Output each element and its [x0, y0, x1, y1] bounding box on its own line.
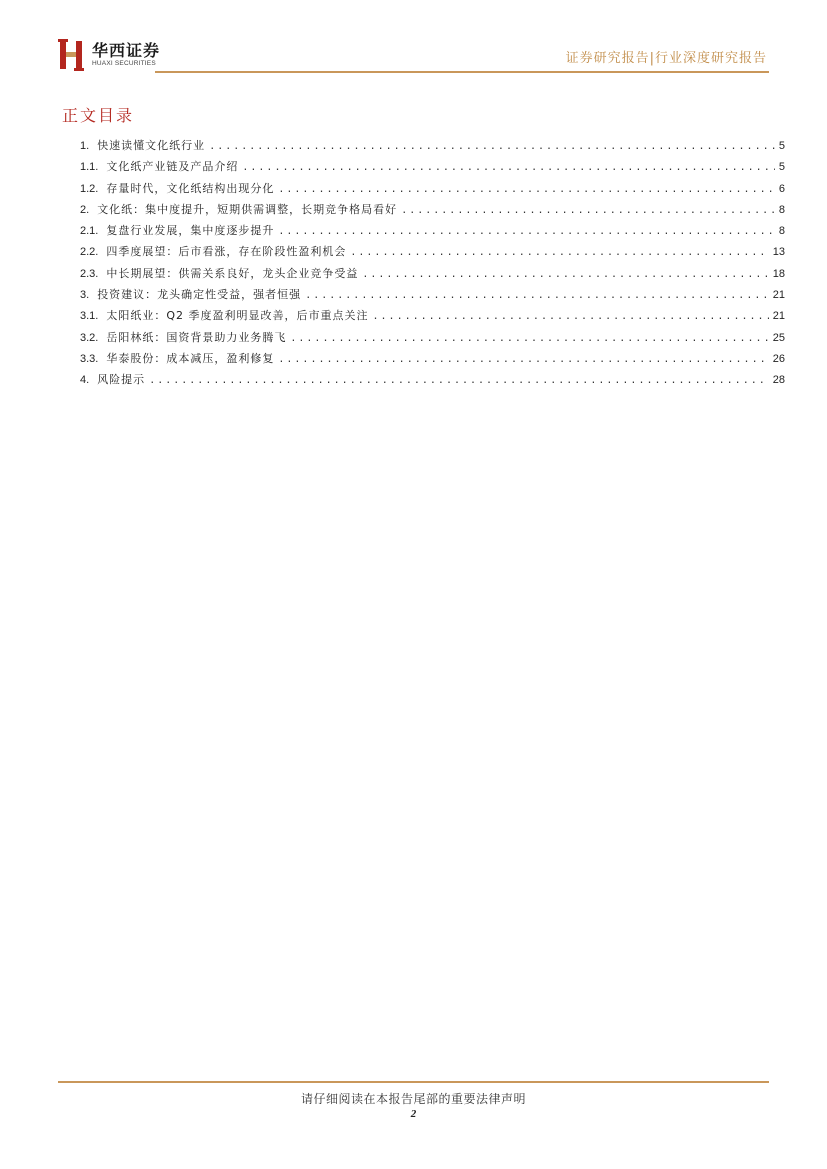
footer-divider: [58, 1081, 769, 1083]
logo-chinese-name: 华西证券: [92, 41, 161, 60]
toc-entry-number: 4.: [80, 374, 90, 387]
toc-entry-number: 2.3.: [80, 267, 99, 280]
toc-entry-number: 2.: [80, 203, 90, 216]
toc-entry-page: 13: [772, 246, 785, 259]
toc-entry[interactable]: [80, 156, 785, 177]
toc-entry-number: 1.2.: [80, 182, 99, 195]
toc-entry-number: 1.1.: [80, 161, 99, 174]
toc-dot-leader: [149, 370, 769, 391]
toc-entry-page: 5: [778, 140, 785, 152]
toc-dot-leader: [401, 200, 775, 221]
logo-english-name: HUAXI SECURITIES: [92, 60, 156, 67]
toc-entry-title: 四季度展望：后市看涨，存在阶段性盈利机会: [106, 245, 347, 259]
toc-dot-leader: [278, 179, 775, 200]
toc-entry-title: 投资建议：龙头确定性受益，强者恒强: [97, 288, 302, 302]
toc-entry-title: 岳阳林纸：国资背景助力业务腾飞: [106, 330, 287, 344]
toc-entry-page: 26: [772, 352, 785, 365]
toc-entry-page: 5: [778, 161, 785, 174]
toc-entry-number: 3.: [80, 289, 90, 302]
toc-entry-number: 3.2.: [80, 331, 99, 344]
toc-title: 正文目录: [62, 106, 135, 125]
toc-entry-page: 28: [772, 374, 785, 387]
table-of-contents: [80, 135, 785, 391]
huaxi-logo-icon: [58, 39, 86, 71]
toc-entry-page: 21: [772, 310, 785, 323]
toc-entry-page: 8: [778, 203, 785, 216]
toc-entry-page: 25: [772, 331, 785, 344]
toc-entry[interactable]: [80, 241, 785, 262]
toc-dot-leader: [373, 306, 769, 327]
toc-entry[interactable]: [80, 305, 785, 326]
toc-dot-leader: [350, 242, 768, 263]
toc-entry-number: 2.1.: [80, 225, 99, 238]
page-number: 2: [410, 1108, 417, 1120]
toc-entry[interactable]: [80, 348, 785, 369]
toc-entry[interactable]: [80, 220, 785, 241]
toc-entry-page: 21: [772, 289, 785, 302]
toc-entry-number: 3.1.: [80, 310, 99, 323]
toc-dot-leader: [242, 157, 775, 178]
toc-entry-title: 太阳纸业：Q2 季度盈利明显改善，后市重点关注: [106, 309, 369, 323]
toc-dot-leader: [278, 221, 775, 242]
toc-entry-page: 6: [778, 182, 785, 195]
toc-dot-leader: [278, 349, 768, 370]
toc-entry-title: 文化纸产业链及产品介绍: [106, 160, 239, 174]
toc-entry[interactable]: [80, 135, 785, 156]
report-type-label: 证券研究报告|行业深度研究报告: [565, 51, 767, 66]
toc-entry[interactable]: [80, 199, 785, 220]
toc-entry-title: 中长期展望：供需关系良好，龙头企业竞争受益: [106, 266, 359, 280]
toc-entry-number: 2.2.: [80, 246, 99, 259]
toc-entry-number: 3.3.: [80, 352, 99, 365]
legal-disclaimer-note: 请仔细阅读在本报告尾部的重要法律声明: [300, 1092, 526, 1106]
toc-entry-page: 8: [778, 225, 785, 238]
toc-entry[interactable]: [80, 369, 785, 390]
toc-entry[interactable]: [80, 263, 785, 284]
toc-dot-leader: [290, 328, 768, 349]
toc-entry-title: 文化纸：集中度提升，短期供需调整，长期竞争格局看好: [97, 202, 398, 216]
toc-dot-leader: [209, 136, 775, 157]
toc-entry[interactable]: [80, 178, 785, 199]
toc-entry-title: 快速读懂文化纸行业: [97, 139, 206, 152]
toc-entry[interactable]: [80, 284, 785, 305]
toc-entry[interactable]: [80, 327, 785, 348]
toc-entry-title: 复盘行业发展，集中度逐步提升: [106, 224, 275, 238]
toc-entry-title: 存量时代，文化纸结构出现分化: [106, 181, 275, 195]
toc-dot-leader: [362, 264, 768, 285]
company-logo: [58, 38, 160, 72]
toc-dot-leader: [305, 285, 769, 306]
toc-entry-title: 风险提示: [97, 373, 146, 387]
toc-entry-title: 华泰股份：成本减压，盈利修复: [106, 351, 275, 365]
toc-entry-number: 1.: [80, 140, 90, 152]
header-divider: [155, 71, 769, 73]
toc-entry-page: 18: [772, 267, 785, 280]
